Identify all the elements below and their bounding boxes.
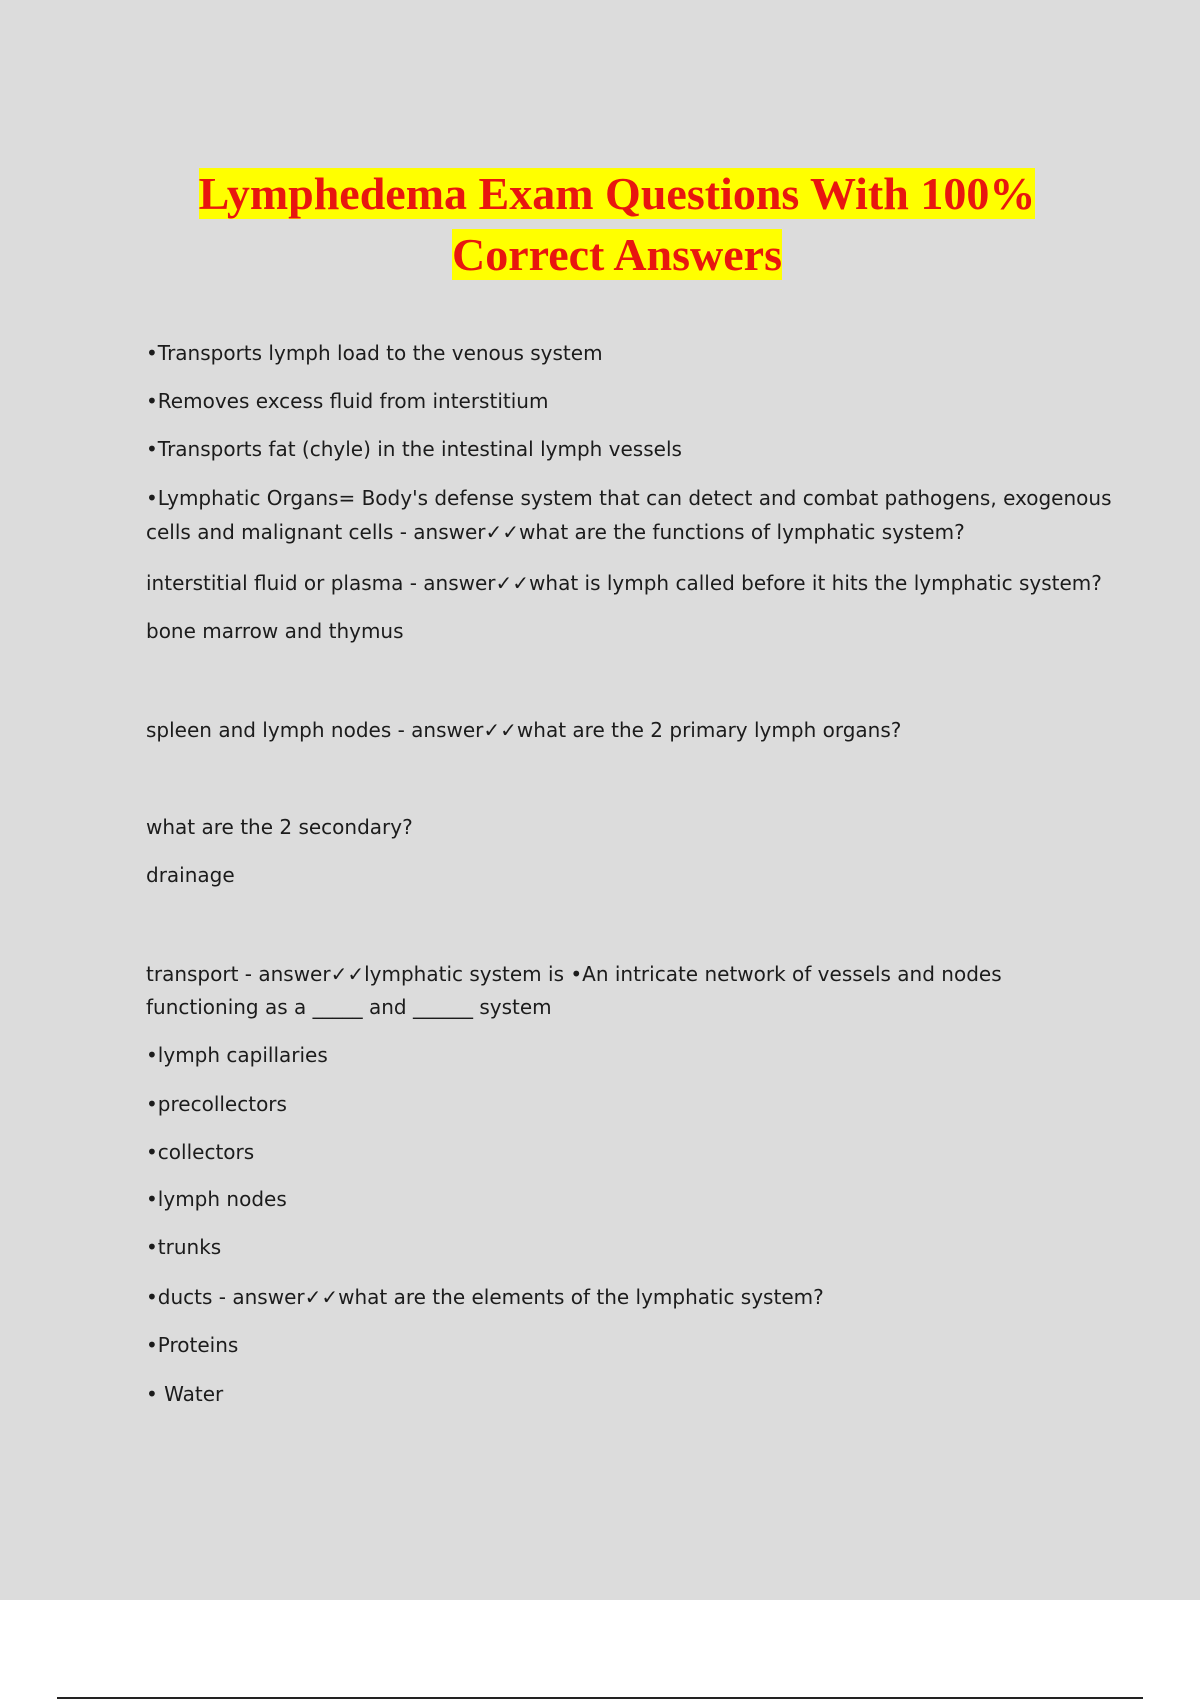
text-line: • Water — [146, 1382, 224, 1406]
title-line-2: Correct Answers — [452, 229, 782, 280]
footer-divider — [57, 1697, 1143, 1699]
text-line: •Removes excess fluid from interstitium — [146, 389, 549, 413]
text-line: spleen and lymph nodes - answer✓✓what are the 2 primary lymph organs? — [146, 718, 902, 742]
text-line: bone marrow and thymus — [146, 619, 404, 643]
text-line: •Transports lymph load to the venous system — [146, 341, 603, 365]
page-title — [0, 163, 1200, 285]
text-line: •collectors — [146, 1140, 255, 1164]
text-line: transport - answer✓✓lymphatic system is •An intricate network of vessels and nodes — [146, 962, 1002, 986]
title-line-1: Lymphedema Exam Questions With 100% — [198, 168, 1036, 219]
text-line: functioning as a _____ and ______ system — [146, 995, 552, 1019]
text-line: •trunks — [146, 1235, 222, 1259]
text-line: •lymph nodes — [146, 1187, 287, 1211]
text-line: •Proteins — [146, 1333, 239, 1357]
text-line: •Lymphatic Organs= Body's defense system that can detect and combat pathogens, exogenous — [146, 486, 1112, 510]
text-line: cells and malignant cells - answer✓✓what are the functions of lymphatic system? — [146, 520, 965, 544]
text-line: what are the 2 secondary? — [146, 815, 413, 839]
text-line: •lymph capillaries — [146, 1043, 328, 1067]
text-line: drainage — [146, 863, 235, 887]
text-line: interstitial fluid or plasma - answer✓✓what is lymph called before it hits the lymphatic system? — [146, 571, 1102, 595]
text-line: •ducts - answer✓✓what are the elements of the lymphatic system? — [146, 1285, 824, 1309]
text-line: •precollectors — [146, 1092, 287, 1116]
text-line: •Transports fat (chyle) in the intestinal lymph vessels — [146, 437, 682, 461]
